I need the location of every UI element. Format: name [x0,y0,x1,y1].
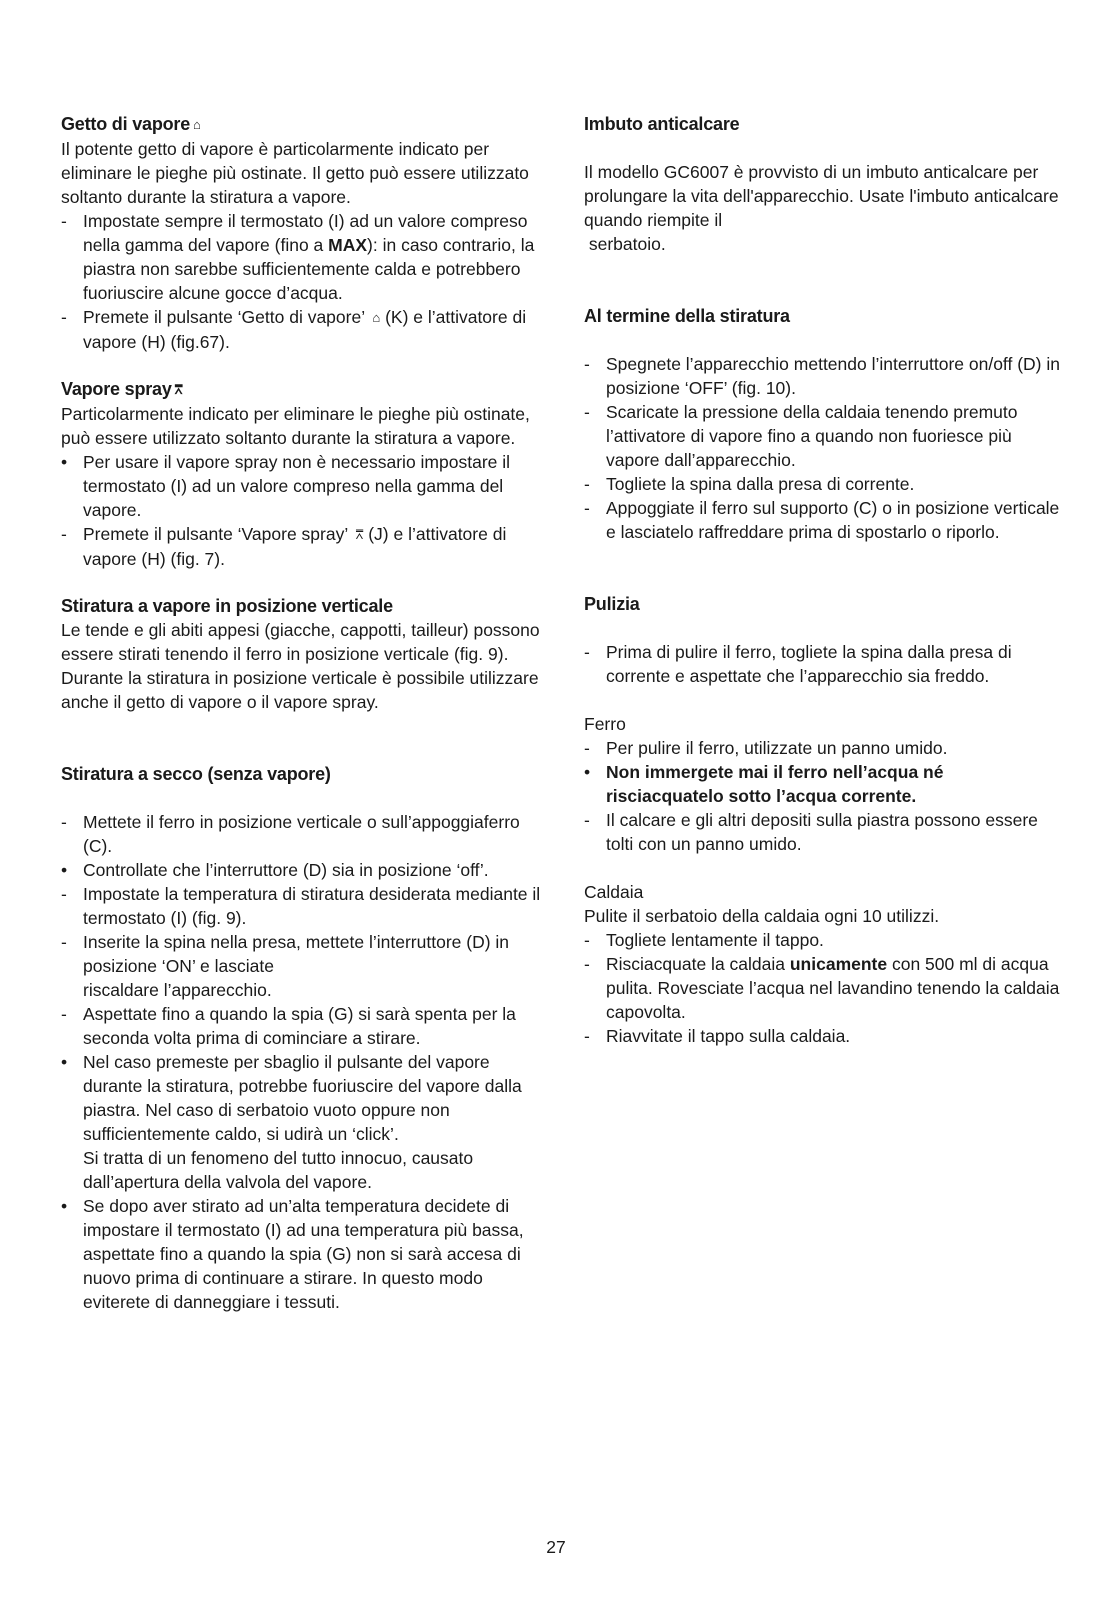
termine-item: - Appoggiate il ferro sul supporto (C) o in posizione verticale e lasciatelo raffreddare prima di spostarlo o riporlo. [584,498,1060,542]
termine-item: - Togliete la spina dalla presa di corrente. [584,474,915,494]
spray-icon: ⩞ [174,382,183,397]
verticale-body: Le tende e gli abiti appesi (giacche, cappotti, tailleur) possono essere stirati tenendo il ferro in posizione verticale (fig. 9). Durante la stiratura in posizione verticale è possibile utilizzare anche il getto di vapore o il vapore spray. [61,620,540,712]
spray-icon: ⩞ [355,527,364,542]
page-number: 27 [546,1537,566,1557]
termine-item: - Scaricate la pressione della caldaia tenendo premuto l’attivatore di vapore fino a quando non fuoriesce più vapore dall’apparecchio. [584,402,1018,470]
caldaia-item: - Togliete lentamente il tappo. [584,930,824,950]
pulizia-item: - Prima di pulire il ferro, togliete la spina dalla presa di corrente e aspettate che l’apparecchio sia freddo. [584,642,1012,686]
section-heading-verticale: Stiratura a vapore in posizione verticale [61,596,393,616]
getto-item-1: - Impostate sempre il termostato (I) ad un valore compreso nella gamma del vapore (fino a MAX): in caso contrario, la piastra non sarebbe sufficientemente calda e potrebbero fuoriuscire alcune gocce d’acqua. [61,211,535,303]
section-heading-spray: Vapore spray ⩞ [61,377,541,402]
ferro-label: Ferro [584,714,626,734]
section-heading-secco: Stiratura a secco (senza vapore) [61,764,331,784]
secco-item: • Controllate che l’interruttore (D) sia in posizione ‘off’. [61,860,489,880]
caldaia-label: Caldaia [584,882,644,902]
imbuto-body: Il modello GC6007 è provvisto di un imbuto anticalcare per prolungare la vita dell'apparecchio. Usate l'imbuto anticalcare quando riempite il serbatoio. [584,162,1059,254]
section-heading-getto: Getto di vapore ⌂ [61,112,541,137]
section-heading-termine: Al termine della stiratura [584,306,790,326]
spray-item-1: • Per usare il vapore spray non è necessario impostare il termostato (I) ad un valore compreso nella gamma del vapore. [61,452,511,520]
caldaia-item: - Riavvitate il tappo sulla caldaia. [584,1026,851,1046]
caldaia-body: Pulite il serbatoio della caldaia ogni 10 utilizzi. [584,906,940,926]
left-column [61,112,541,1314]
section-heading-imbuto: Imbuto anticalcare [584,114,740,134]
spray-item-2: - Premete il pulsante ‘Vapore spray’ ⩞ (J) e l’attivatore di vapore (H) (fig. 7). [61,524,507,569]
ferro-item: - Il calcare e gli altri depositi sulla piastra possono essere tolti con un panno umido. [584,810,1038,854]
getto-body: Il potente getto di vapore è particolarmente indicato per eliminare le pieghe più ostinate. Il getto può essere utilizzato soltanto durante la stiratura a vapore. [61,139,529,207]
secco-item: - Impostate la temperatura di stiratura desiderata mediante il termostato (I) (fig. 9). [61,884,541,928]
ferro-item: - Per pulire il ferro, utilizzate un panno umido. [584,738,948,758]
secco-item: - Mettete il ferro in posizione verticale o sull’appoggiaferro (C). [61,812,520,856]
secco-item: • Se dopo aver stirato ad un’alta temperatura decidete di impostare il termostato (I) ad una temperatura più bassa, aspettate fino a quando la spia (G) non si sarà accesa di nuovo prima di continuare a stirare. In questo modo eviterete di danneggiare i tessuti. [61,1196,524,1312]
secco-item: - Inserite la spina nella presa, mettete l’interruttore (D) in posizione ‘ON’ e lasciate riscaldare l’apparecchio. [61,932,510,1000]
termine-item: - Spegnete l’apparecchio mettendo l’interruttore on/off (D) in posizione ‘OFF’ (fig. 10). [584,354,1060,398]
ferro-item-warning: • Non immergete mai il ferro nell’acqua né risciacquatelo sotto l’acqua corrente. [584,762,944,806]
secco-item: • Nel caso premeste per sbaglio il pulsante del vapore durante la stiratura, potrebbe fuoriuscire del vapore dalla piastra. Nel caso di serbatoio vuoto oppure non sufficientemente caldo, si udirà un ‘click’. Si tratta di un fenomeno del tutto innocuo, causato dall’apertura della valvola del vapore. [61,1052,522,1192]
secco-item: - Aspettate fino a quando la spia (G) si sarà spenta per la seconda volta prima di cominciare a stirare. [61,1004,516,1048]
caldaia-item: - Risciacquate la caldaia unicamente con 500 ml di acqua pulita. Rovesciate l’acqua nel lavandino tenendo la caldaia capovolta. [584,954,1060,1022]
steam-shot-icon: ⌂ [193,117,201,132]
steam-shot-icon: ⌂ [372,310,381,325]
section-heading-pulizia: Pulizia [584,594,640,614]
getto-item-2: - Premete il pulsante ‘Getto di vapore’ ⌂ (K) e l’attivatore di vapore (H) (fig.67). [61,307,527,352]
right-column [584,112,1064,1048]
spray-body: Particolarmente indicato per eliminare le pieghe più ostinate, può essere utilizzato soltanto durante la stiratura a vapore. [61,404,530,448]
